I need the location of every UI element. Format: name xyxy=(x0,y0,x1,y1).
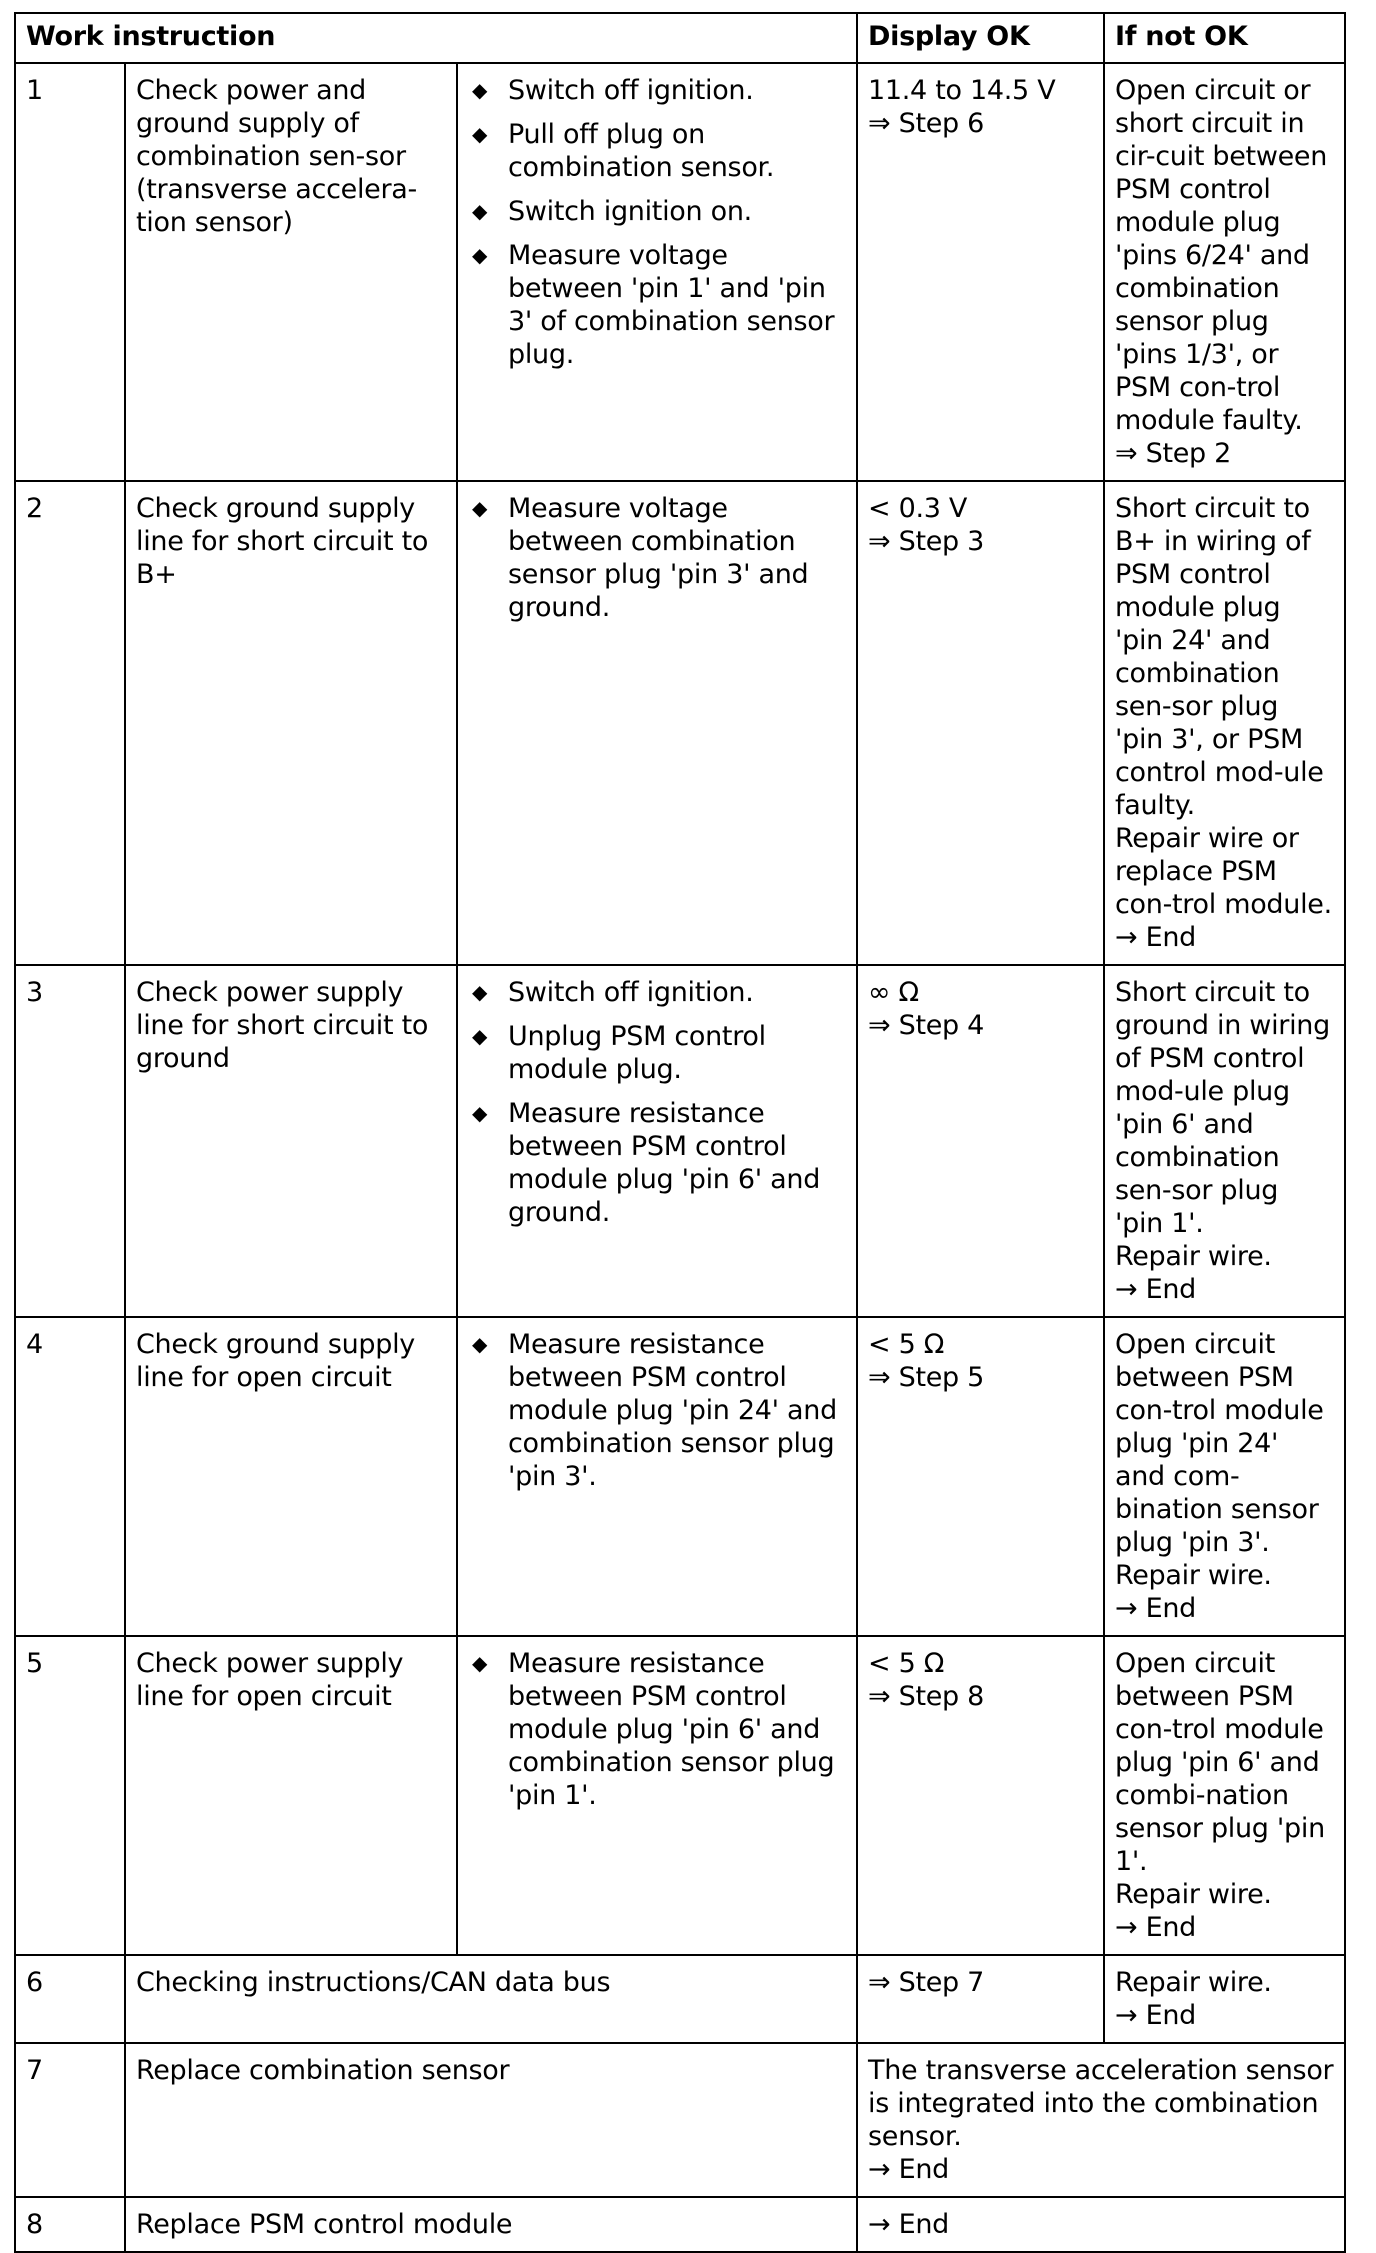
fault-next: → End xyxy=(1115,1912,1197,1943)
result-cell xyxy=(857,2043,1345,2197)
display-ok-value: < 5 Ω xyxy=(868,1329,945,1360)
table-row xyxy=(15,1955,1345,2043)
step-task: Check ground supply line for short circuit to B+ xyxy=(125,481,457,965)
list-item: ◆ Switch ignition on. xyxy=(472,196,752,227)
step-number: 3 xyxy=(15,965,125,1317)
display-ok-next: ⇒ Step 6 xyxy=(868,108,985,139)
header-row xyxy=(15,13,1345,63)
fault-next: → End xyxy=(1115,1274,1197,1305)
if-not-ok-cell xyxy=(1104,481,1345,965)
fault-description: Short circuit to B+ in wiring of PSM control module plug 'pin 24' and combination sen-sor plug 'pin 3', or PSM control mod-ule faulty. xyxy=(1115,493,1324,821)
result-next: → End xyxy=(868,2209,950,2240)
fault-remedy: Repair wire. xyxy=(1115,1967,1272,1998)
list-item: ◆ Unplug PSM control module plug. xyxy=(472,1021,766,1085)
bullet-icon: ◆ xyxy=(472,1101,488,1125)
display-ok-next: ⇒ Step 7 xyxy=(868,1967,985,1998)
display-ok-value: ∞ Ω xyxy=(868,977,919,1008)
list-item: ◆ Switch off ignition. xyxy=(472,75,754,106)
fault-next: ⇒ Step 2 xyxy=(1115,438,1232,469)
display-ok-next: ⇒ Step 5 xyxy=(868,1362,985,1393)
display-ok-value: 11.4 to 14.5 V xyxy=(868,75,1056,106)
table-row xyxy=(15,965,1345,1317)
fault-remedy: Repair wire. xyxy=(1115,1560,1272,1591)
fault-remedy: Repair wire. xyxy=(1115,1879,1272,1910)
display-ok-cell xyxy=(857,481,1104,965)
table-row xyxy=(15,63,1345,481)
list-item: ◆ Measure resistance between PSM control module plug 'pin 6' and ground. xyxy=(472,1098,821,1228)
header-if-not-ok: If not OK xyxy=(1104,13,1345,63)
fault-remedy: Repair wire or replace PSM con-trol module. xyxy=(1115,823,1332,920)
step-number: 8 xyxy=(15,2197,125,2252)
step-task: Replace PSM control module xyxy=(125,2197,857,2252)
result-cell xyxy=(857,2197,1345,2252)
display-ok-cell xyxy=(857,1317,1104,1636)
bullet-icon: ◆ xyxy=(472,1332,488,1356)
list-item: ◆ Measure resistance between PSM control module plug 'pin 6' and combination sensor plug 'pin 1'. xyxy=(472,1648,835,1811)
display-ok-next: ⇒ Step 4 xyxy=(868,1010,985,1041)
bullet-icon: ◆ xyxy=(472,78,488,102)
step-number: 4 xyxy=(15,1317,125,1636)
display-ok-next: ⇒ Step 3 xyxy=(868,526,985,557)
result-note: The transverse acceleration sensor is integrated into the combination sensor. xyxy=(868,2055,1334,2152)
display-ok-cell xyxy=(857,1955,1104,2043)
step-number: 5 xyxy=(15,1636,125,1955)
fault-remedy: Repair wire. xyxy=(1115,1241,1272,1272)
step-actions xyxy=(457,965,857,1317)
table-row xyxy=(15,481,1345,965)
table-row xyxy=(15,1636,1345,1955)
bullet-icon: ◆ xyxy=(472,122,488,146)
table-row xyxy=(15,2197,1345,2252)
table-row xyxy=(15,2043,1345,2197)
result-next: → End xyxy=(868,2154,950,2185)
bullet-icon: ◆ xyxy=(472,496,488,520)
fault-description: Short circuit to ground in wiring of PSM control mod-ule plug 'pin 6' and combination sen-sor plug 'pin 1'. xyxy=(1115,977,1330,1239)
list-item: ◆ Measure voltage between combination sensor plug 'pin 3' and ground. xyxy=(472,493,809,623)
list-item: ◆ Pull off plug on combination sensor. xyxy=(472,119,775,183)
fault-description: Open circuit between PSM con-trol module plug 'pin 24' and com-bination sensor plug 'pin 3'. xyxy=(1115,1329,1324,1558)
list-item: ◆ Switch off ignition. xyxy=(472,977,754,1008)
fault-next: → End xyxy=(1115,1593,1197,1624)
step-task: Replace combination sensor xyxy=(125,2043,857,2197)
step-actions xyxy=(457,481,857,965)
step-number: 6 xyxy=(15,1955,125,2043)
table-row xyxy=(15,1317,1345,1636)
fault-next: → End xyxy=(1115,922,1197,953)
step-task: Check power supply line for open circuit xyxy=(125,1636,457,1955)
bullet-icon: ◆ xyxy=(472,1651,488,1675)
bullet-icon: ◆ xyxy=(472,980,488,1004)
bullet-icon: ◆ xyxy=(472,199,488,223)
header-display-ok: Display OK xyxy=(857,13,1104,63)
fault-next: → End xyxy=(1115,2000,1197,2031)
step-task: Checking instructions/CAN data bus xyxy=(125,1955,857,2043)
fault-description: Open circuit or short circuit in cir-cuit between PSM control module plug 'pins 6/24' and combination sensor plug 'pins 1/3', or PSM con-trol module faulty. xyxy=(1115,75,1328,436)
step-number: 2 xyxy=(15,481,125,965)
step-task: Check power and ground supply of combination sen-sor (transverse accelera-tion sensor) xyxy=(125,63,457,481)
step-number: 7 xyxy=(15,2043,125,2197)
display-ok-value: < 0.3 V xyxy=(868,493,968,524)
if-not-ok-cell xyxy=(1104,1955,1345,2043)
if-not-ok-cell xyxy=(1104,63,1345,481)
display-ok-cell xyxy=(857,965,1104,1317)
step-actions xyxy=(457,1636,857,1955)
list-item: ◆ Measure voltage between 'pin 1' and 'pin 3' of combination sensor plug. xyxy=(472,240,835,370)
if-not-ok-cell xyxy=(1104,1636,1345,1955)
if-not-ok-cell xyxy=(1104,965,1345,1317)
display-ok-next: ⇒ Step 8 xyxy=(868,1681,985,1712)
work-instruction-table xyxy=(14,12,1346,2253)
step-actions xyxy=(457,1317,857,1636)
step-number: 1 xyxy=(15,63,125,481)
if-not-ok-cell xyxy=(1104,1317,1345,1636)
list-item: ◆ Measure resistance between PSM control module plug 'pin 24' and combination sensor plug 'pin 3'. xyxy=(472,1329,837,1492)
display-ok-value: < 5 Ω xyxy=(868,1648,945,1679)
display-ok-cell xyxy=(857,1636,1104,1955)
bullet-icon: ◆ xyxy=(472,1024,488,1048)
header-work-instruction: Work instruction xyxy=(15,13,857,63)
step-task: Check ground supply line for open circuit xyxy=(125,1317,457,1636)
display-ok-cell xyxy=(857,63,1104,481)
bullet-icon: ◆ xyxy=(472,243,488,267)
step-task: Check power supply line for short circuit to ground xyxy=(125,965,457,1317)
step-actions xyxy=(457,63,857,481)
fault-description: Open circuit between PSM con-trol module plug 'pin 6' and combi-nation sensor plug 'pin 1'. xyxy=(1115,1648,1325,1877)
